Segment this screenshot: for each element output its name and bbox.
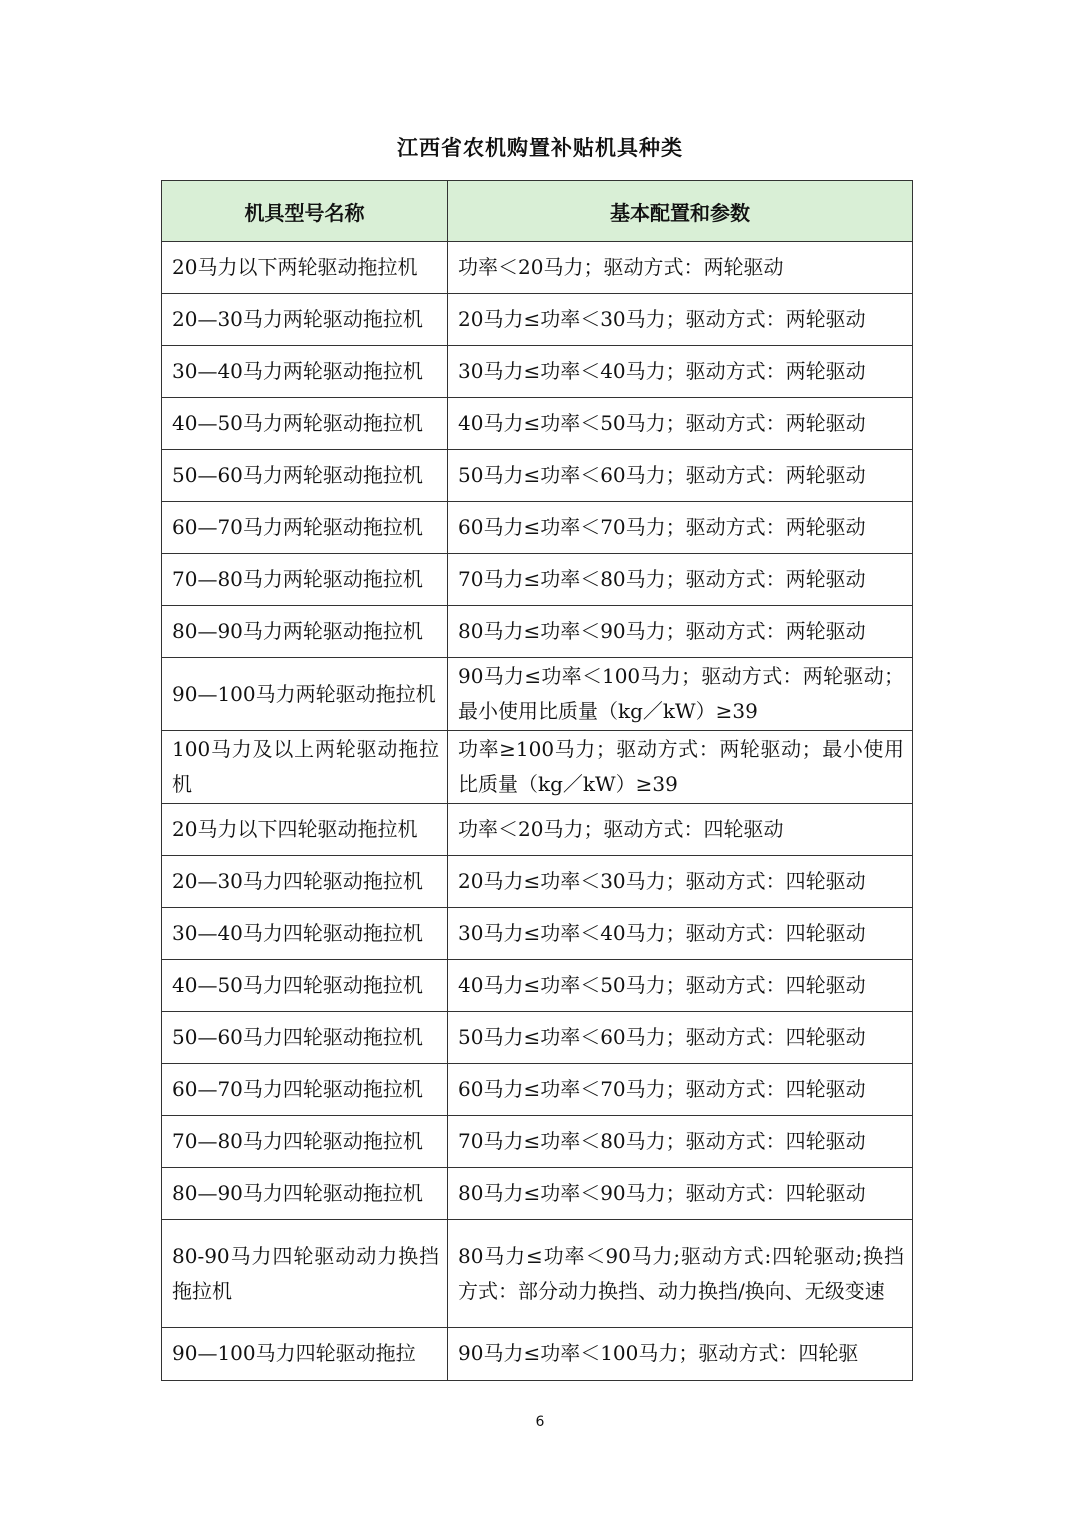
parameters-cell: 功率＜20马力；驱动方式：四轮驱动: [448, 804, 913, 856]
table-row: [162, 1328, 913, 1381]
table-row: [162, 1064, 913, 1116]
parameters-cell: 50马力≤功率＜60马力；驱动方式：四轮驱动: [448, 1012, 913, 1064]
parameters-cell: 功率≥100马力；驱动方式：两轮驱动；最小使用比质量（kg／kW）≥39: [448, 731, 913, 804]
parameters-cell: 80马力≤功率＜90马力；驱动方式：四轮驱动: [448, 1168, 913, 1220]
model-name-cell: 30—40马力两轮驱动拖拉机: [162, 346, 448, 398]
table-row: [162, 960, 913, 1012]
model-name-cell: 80-90马力四轮驱动动力换挡拖拉机: [162, 1220, 448, 1328]
parameters-cell: 80马力≤功率＜90马力；驱动方式：两轮驱动: [448, 606, 913, 658]
table-row: [162, 450, 913, 502]
table-row: [162, 908, 913, 960]
parameters-cell: 40马力≤功率＜50马力；驱动方式：两轮驱动: [448, 398, 913, 450]
column-header-model-name: 机具型号名称: [162, 181, 448, 242]
model-name-cell: 40—50马力两轮驱动拖拉机: [162, 398, 448, 450]
model-name-cell: 70—80马力两轮驱动拖拉机: [162, 554, 448, 606]
parameters-cell: 80马力≤功率＜90马力;驱动方式:四轮驱动;换挡方式：部分动力换挡、动力换挡/换向、无级变速: [448, 1220, 913, 1328]
table-row: [162, 1168, 913, 1220]
table-row: [162, 606, 913, 658]
table-row: [162, 1220, 913, 1328]
parameters-cell: 30马力≤功率＜40马力；驱动方式：两轮驱动: [448, 346, 913, 398]
table-row: [162, 856, 913, 908]
model-name-cell: 90—100马力两轮驱动拖拉机: [162, 658, 448, 731]
model-name-cell: 20马力以下四轮驱动拖拉机: [162, 804, 448, 856]
document-title: 江西省农机购置补贴机具种类: [397, 136, 683, 160]
model-name-cell: 20马力以下两轮驱动拖拉机: [162, 242, 448, 294]
table-row: [162, 346, 913, 398]
machinery-spec-table: [161, 180, 913, 1381]
table-row: [162, 398, 913, 450]
table-header-row: [162, 181, 913, 242]
model-name-cell: 60—70马力四轮驱动拖拉机: [162, 1064, 448, 1116]
model-name-cell: 100马力及以上两轮驱动拖拉机: [162, 731, 448, 804]
table-row: [162, 804, 913, 856]
model-name-cell: 50—60马力两轮驱动拖拉机: [162, 450, 448, 502]
table-row: [162, 1116, 913, 1168]
model-name-cell: 80—90马力两轮驱动拖拉机: [162, 606, 448, 658]
table-row: [162, 294, 913, 346]
model-name-cell: 50—60马力四轮驱动拖拉机: [162, 1012, 448, 1064]
model-name-cell: 80—90马力四轮驱动拖拉机: [162, 1168, 448, 1220]
table-row: [162, 502, 913, 554]
model-name-cell: 70—80马力四轮驱动拖拉机: [162, 1116, 448, 1168]
parameters-cell: 30马力≤功率＜40马力；驱动方式：四轮驱动: [448, 908, 913, 960]
table-row: [162, 731, 913, 804]
model-name-cell: 40—50马力四轮驱动拖拉机: [162, 960, 448, 1012]
model-name-cell: 20—30马力两轮驱动拖拉机: [162, 294, 448, 346]
table-row: [162, 1012, 913, 1064]
parameters-cell: 50马力≤功率＜60马力；驱动方式：两轮驱动: [448, 450, 913, 502]
parameters-cell: 90马力≤功率＜100马力；驱动方式：两轮驱动；最小使用比质量（kg／kW）≥39: [448, 658, 913, 731]
parameters-cell: 70马力≤功率＜80马力；驱动方式：四轮驱动: [448, 1116, 913, 1168]
table-row: [162, 658, 913, 731]
parameters-cell: 20马力≤功率＜30马力；驱动方式：两轮驱动: [448, 294, 913, 346]
model-name-cell: 30—40马力四轮驱动拖拉机: [162, 908, 448, 960]
table-row: [162, 242, 913, 294]
model-name-cell: 90—100马力四轮驱动拖拉: [162, 1328, 448, 1381]
parameters-cell: 90马力≤功率＜100马力；驱动方式：四轮驱: [448, 1328, 913, 1381]
column-header-parameters: 基本配置和参数: [448, 181, 913, 242]
parameters-cell: 40马力≤功率＜50马力；驱动方式：四轮驱动: [448, 960, 913, 1012]
page-number: 6: [535, 1414, 545, 1430]
table-row: [162, 554, 913, 606]
parameters-cell: 60马力≤功率＜70马力；驱动方式：四轮驱动: [448, 1064, 913, 1116]
parameters-cell: 20马力≤功率＜30马力；驱动方式：四轮驱动: [448, 856, 913, 908]
parameters-cell: 60马力≤功率＜70马力；驱动方式：两轮驱动: [448, 502, 913, 554]
model-name-cell: 60—70马力两轮驱动拖拉机: [162, 502, 448, 554]
parameters-cell: 功率＜20马力；驱动方式：两轮驱动: [448, 242, 913, 294]
parameters-cell: 70马力≤功率＜80马力；驱动方式：两轮驱动: [448, 554, 913, 606]
model-name-cell: 20—30马力四轮驱动拖拉机: [162, 856, 448, 908]
